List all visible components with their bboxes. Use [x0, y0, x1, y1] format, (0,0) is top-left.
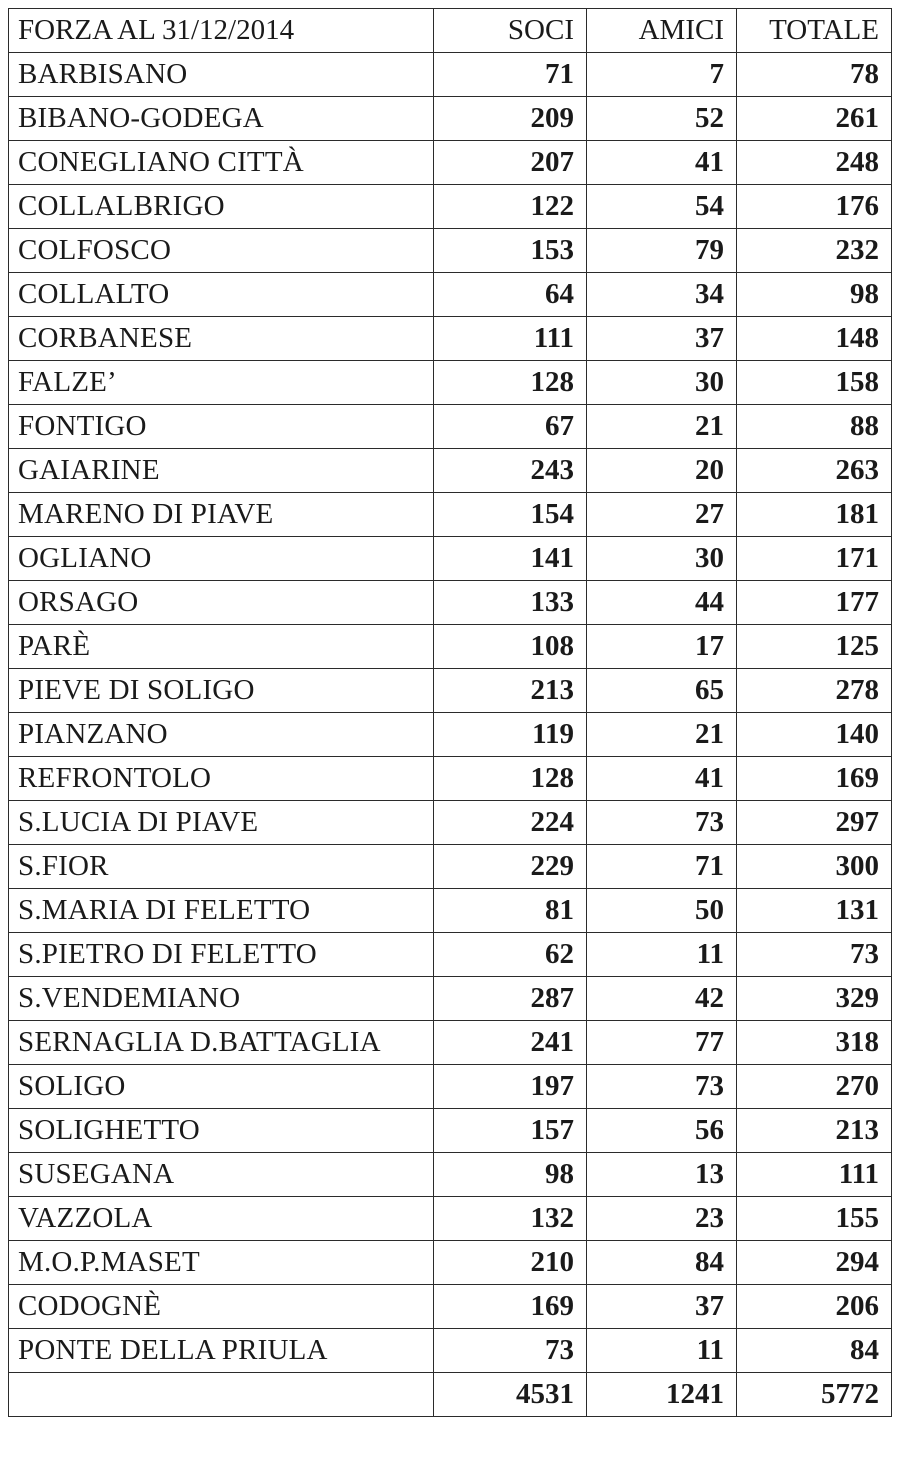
row-soci: 213 — [434, 669, 587, 713]
table-row — [9, 581, 892, 625]
row-soci: 210 — [434, 1241, 587, 1285]
row-soci: 62 — [434, 933, 587, 977]
table-row — [9, 977, 892, 1021]
totals-amici: 1241 — [587, 1373, 737, 1417]
row-name: BARBISANO — [9, 53, 434, 97]
row-name: VAZZOLA — [9, 1197, 434, 1241]
row-soci: 71 — [434, 53, 587, 97]
row-name: BIBANO-GODEGA — [9, 97, 434, 141]
row-totale: 140 — [737, 713, 892, 757]
row-soci: 119 — [434, 713, 587, 757]
row-totale: 232 — [737, 229, 892, 273]
row-name: MARENO DI PIAVE — [9, 493, 434, 537]
row-totale: 73 — [737, 933, 892, 977]
row-soci: 64 — [434, 273, 587, 317]
table-row — [9, 801, 892, 845]
row-amici: 21 — [587, 405, 737, 449]
header-amici: AMICI — [587, 9, 737, 53]
header-totale: TOTALE — [737, 9, 892, 53]
table-row — [9, 273, 892, 317]
row-name: OGLIANO — [9, 537, 434, 581]
row-totale: 155 — [737, 1197, 892, 1241]
row-soci: 241 — [434, 1021, 587, 1065]
totals-totale: 5772 — [737, 1373, 892, 1417]
row-soci: 224 — [434, 801, 587, 845]
row-amici: 41 — [587, 141, 737, 185]
row-totale: 125 — [737, 625, 892, 669]
table-row — [9, 1285, 892, 1329]
table-row — [9, 625, 892, 669]
row-amici: 65 — [587, 669, 737, 713]
totals-soci: 4531 — [434, 1373, 587, 1417]
table-row — [9, 1153, 892, 1197]
row-name: S.PIETRO DI FELETTO — [9, 933, 434, 977]
row-totale: 329 — [737, 977, 892, 1021]
row-totale: 177 — [737, 581, 892, 625]
row-amici: 73 — [587, 1065, 737, 1109]
row-name: S.VENDEMIANO — [9, 977, 434, 1021]
row-amici: 37 — [587, 317, 737, 361]
row-totale: 111 — [737, 1153, 892, 1197]
row-totale: 213 — [737, 1109, 892, 1153]
forza-table — [8, 8, 892, 1417]
row-name: SOLIGO — [9, 1065, 434, 1109]
row-amici: 50 — [587, 889, 737, 933]
header-row — [9, 9, 892, 53]
row-name: ORSAGO — [9, 581, 434, 625]
row-amici: 34 — [587, 273, 737, 317]
table-row — [9, 53, 892, 97]
row-soci: 207 — [434, 141, 587, 185]
table-row — [9, 493, 892, 537]
row-totale: 169 — [737, 757, 892, 801]
row-totale: 297 — [737, 801, 892, 845]
row-soci: 141 — [434, 537, 587, 581]
row-soci: 128 — [434, 757, 587, 801]
totals-label — [9, 1373, 434, 1417]
table-row — [9, 449, 892, 493]
table-row — [9, 669, 892, 713]
row-totale: 270 — [737, 1065, 892, 1109]
row-amici: 79 — [587, 229, 737, 273]
row-soci: 111 — [434, 317, 587, 361]
table-row — [9, 845, 892, 889]
row-amici: 41 — [587, 757, 737, 801]
table-row — [9, 933, 892, 977]
table-row — [9, 713, 892, 757]
row-name: PIANZANO — [9, 713, 434, 757]
table-row — [9, 1241, 892, 1285]
header-soci: SOCI — [434, 9, 587, 53]
row-soci: 81 — [434, 889, 587, 933]
row-soci: 122 — [434, 185, 587, 229]
row-amici: 13 — [587, 1153, 737, 1197]
totals-row — [9, 1373, 892, 1417]
row-totale: 158 — [737, 361, 892, 405]
table-row — [9, 889, 892, 933]
row-soci: 133 — [434, 581, 587, 625]
row-totale: 171 — [737, 537, 892, 581]
table-row — [9, 405, 892, 449]
row-amici: 56 — [587, 1109, 737, 1153]
row-name: SUSEGANA — [9, 1153, 434, 1197]
table-row — [9, 141, 892, 185]
row-amici: 30 — [587, 537, 737, 581]
row-soci: 132 — [434, 1197, 587, 1241]
row-soci: 169 — [434, 1285, 587, 1329]
row-amici: 54 — [587, 185, 737, 229]
row-name: CONEGLIANO CITTÀ — [9, 141, 434, 185]
row-soci: 98 — [434, 1153, 587, 1197]
row-name: COLLALTO — [9, 273, 434, 317]
row-amici: 52 — [587, 97, 737, 141]
row-soci: 153 — [434, 229, 587, 273]
table-row — [9, 185, 892, 229]
row-totale: 263 — [737, 449, 892, 493]
row-name: S.MARIA DI FELETTO — [9, 889, 434, 933]
row-amici: 73 — [587, 801, 737, 845]
row-amici: 27 — [587, 493, 737, 537]
row-soci: 197 — [434, 1065, 587, 1109]
table-body — [9, 53, 892, 1373]
row-name: M.O.P.MASET — [9, 1241, 434, 1285]
table-row — [9, 229, 892, 273]
table-row — [9, 317, 892, 361]
table-row — [9, 361, 892, 405]
row-totale: 148 — [737, 317, 892, 361]
row-soci: 67 — [434, 405, 587, 449]
table-row — [9, 97, 892, 141]
row-name: CODOGNÈ — [9, 1285, 434, 1329]
row-name: S.LUCIA DI PIAVE — [9, 801, 434, 845]
row-name: SERNAGLIA D.BATTAGLIA — [9, 1021, 434, 1065]
table-row — [9, 1197, 892, 1241]
row-totale: 181 — [737, 493, 892, 537]
row-amici: 23 — [587, 1197, 737, 1241]
row-totale: 300 — [737, 845, 892, 889]
row-totale: 98 — [737, 273, 892, 317]
row-amici: 37 — [587, 1285, 737, 1329]
table-row — [9, 757, 892, 801]
row-name: PIEVE DI SOLIGO — [9, 669, 434, 713]
row-soci: 108 — [434, 625, 587, 669]
row-totale: 261 — [737, 97, 892, 141]
row-soci: 73 — [434, 1329, 587, 1373]
row-amici: 17 — [587, 625, 737, 669]
row-amici: 42 — [587, 977, 737, 1021]
row-amici: 11 — [587, 1329, 737, 1373]
row-amici: 21 — [587, 713, 737, 757]
row-name: GAIARINE — [9, 449, 434, 493]
row-name: FONTIGO — [9, 405, 434, 449]
row-totale: 78 — [737, 53, 892, 97]
row-soci: 128 — [434, 361, 587, 405]
row-totale: 294 — [737, 1241, 892, 1285]
row-name: PARÈ — [9, 625, 434, 669]
header-title: FORZA AL 31/12/2014 — [9, 9, 434, 53]
row-name: REFRONTOLO — [9, 757, 434, 801]
row-amici: 7 — [587, 53, 737, 97]
row-soci: 229 — [434, 845, 587, 889]
row-amici: 77 — [587, 1021, 737, 1065]
row-totale: 206 — [737, 1285, 892, 1329]
row-name: CORBANESE — [9, 317, 434, 361]
row-amici: 11 — [587, 933, 737, 977]
table-row — [9, 1109, 892, 1153]
row-amici: 20 — [587, 449, 737, 493]
row-amici: 84 — [587, 1241, 737, 1285]
row-totale: 318 — [737, 1021, 892, 1065]
table-row — [9, 537, 892, 581]
table-row — [9, 1065, 892, 1109]
row-totale: 278 — [737, 669, 892, 713]
row-soci: 154 — [434, 493, 587, 537]
table-row — [9, 1329, 892, 1373]
row-name: SOLIGHETTO — [9, 1109, 434, 1153]
table-row — [9, 1021, 892, 1065]
row-name: S.FIOR — [9, 845, 434, 889]
row-soci: 209 — [434, 97, 587, 141]
row-soci: 287 — [434, 977, 587, 1021]
row-name: COLFOSCO — [9, 229, 434, 273]
row-totale: 176 — [737, 185, 892, 229]
row-soci: 157 — [434, 1109, 587, 1153]
row-name: FALZE’ — [9, 361, 434, 405]
row-name: COLLALBRIGO — [9, 185, 434, 229]
row-totale: 84 — [737, 1329, 892, 1373]
row-amici: 30 — [587, 361, 737, 405]
row-amici: 71 — [587, 845, 737, 889]
row-amici: 44 — [587, 581, 737, 625]
row-totale: 88 — [737, 405, 892, 449]
row-soci: 243 — [434, 449, 587, 493]
row-totale: 248 — [737, 141, 892, 185]
row-name: PONTE DELLA PRIULA — [9, 1329, 434, 1373]
row-totale: 131 — [737, 889, 892, 933]
